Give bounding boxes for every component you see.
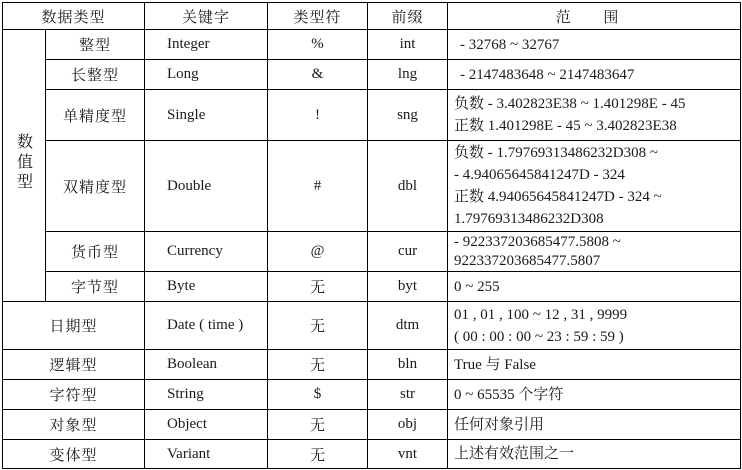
type-symbol: 无: [268, 350, 368, 380]
range-line: 922337203685477.5807: [454, 252, 601, 269]
type-range: [448, 440, 741, 469]
range-line: 0 ~ 65535 个字符: [454, 386, 564, 403]
type-keyword: Object: [145, 410, 268, 440]
range-line: ( 00 : 00 : 00 ~ 23 : 59 : 59 ): [454, 328, 624, 345]
type-name: 整型: [46, 30, 145, 60]
range-line: - 4.94065645841247D - 324: [454, 167, 625, 183]
header-row: [3, 3, 741, 30]
type-range: [448, 380, 741, 410]
type-prefix: obj: [368, 410, 448, 440]
range-line: 上述有效范围之一: [454, 446, 575, 462]
type-name: 双精度型: [46, 141, 145, 232]
type-range: [448, 302, 741, 350]
type-prefix: bln: [368, 350, 448, 380]
table-row: [3, 232, 741, 272]
type-range: [448, 60, 741, 90]
range-line: 负数 - 1.79769313486232D308 ~: [454, 145, 658, 161]
type-symbol: %: [268, 30, 368, 60]
type-symbol: !: [268, 90, 368, 141]
type-prefix: vnt: [368, 440, 448, 469]
type-prefix: byt: [368, 272, 448, 302]
table-row: [3, 272, 741, 302]
type-keyword: Long: [145, 60, 268, 90]
table-row: [3, 302, 741, 350]
table-row: [3, 60, 741, 90]
range-line: 0 ~ 255: [454, 278, 500, 295]
table-row: [3, 90, 741, 141]
type-symbol: @: [268, 232, 368, 272]
type-range: [448, 141, 741, 232]
type-symbol: 无: [268, 410, 368, 440]
type-symbol: 无: [268, 302, 368, 350]
type-keyword: Date ( time ): [145, 302, 268, 350]
type-name: 对象型: [3, 410, 145, 440]
data-types-table: [2, 2, 741, 469]
type-range: [448, 410, 741, 440]
type-range: [448, 30, 741, 60]
table-row: [3, 410, 741, 440]
range-line: 负数 - 3.402823E38 ~ 1.401298E - 45: [454, 96, 686, 112]
header-type: 数据类型: [3, 3, 145, 30]
type-range: [448, 232, 741, 272]
type-keyword: Variant: [145, 440, 268, 469]
type-keyword: Currency: [145, 232, 268, 272]
type-range: [448, 90, 741, 141]
range-line: - 32768 ~ 32767: [460, 36, 560, 53]
type-name: 字符型: [3, 380, 145, 410]
type-name: 逻辑型: [3, 350, 145, 380]
header-range: 范 围: [448, 3, 741, 30]
range-line: 01 , 01 , 100 ~ 12 , 31 , 9999: [454, 306, 628, 323]
range-line: 正数 4.94065645841247D - 324 ~: [454, 189, 662, 205]
range-line: - 922337203685477.5808 ~: [454, 233, 621, 250]
range-line: True 与 False: [454, 356, 536, 373]
header-keyword: 关键字: [145, 3, 268, 30]
type-keyword: Double: [145, 141, 268, 232]
type-name: 变体型: [3, 440, 145, 469]
range-line: 任何对象引用: [454, 416, 545, 433]
type-keyword: String: [145, 380, 268, 410]
type-prefix: dtm: [368, 302, 448, 350]
type-prefix: str: [368, 380, 448, 410]
table-row: [3, 380, 741, 410]
header-prefix: 前缀: [368, 3, 448, 30]
type-name: 长整型: [46, 60, 145, 90]
type-name: 日期型: [3, 302, 145, 350]
type-name: 单精度型: [46, 90, 145, 141]
type-keyword: Boolean: [145, 350, 268, 380]
header-symbol: 类型符: [268, 3, 368, 30]
range-line: 1.79769313486232D308: [454, 211, 604, 227]
type-prefix: dbl: [368, 141, 448, 232]
type-prefix: lng: [368, 60, 448, 90]
type-symbol: #: [268, 141, 368, 232]
range-line: 正数 1.401298E - 45 ~ 3.402823E38: [454, 118, 677, 134]
type-symbol: 无: [268, 272, 368, 302]
type-range: [448, 350, 741, 380]
type-keyword: Single: [145, 90, 268, 141]
table-row: [3, 440, 741, 469]
type-keyword: Byte: [145, 272, 268, 302]
numeric-group-label: 数值型: [14, 133, 34, 193]
type-prefix: int: [368, 30, 448, 60]
type-symbol: 无: [268, 440, 368, 469]
type-prefix: sng: [368, 90, 448, 141]
type-range: [448, 272, 741, 302]
table-row: [3, 350, 741, 380]
table-row: [3, 30, 741, 60]
type-symbol: $: [268, 380, 368, 410]
type-prefix: cur: [368, 232, 448, 272]
type-name: 货币型: [46, 232, 145, 272]
numeric-group-cell: [3, 30, 46, 302]
type-name: 字节型: [46, 272, 145, 302]
table-row: [3, 141, 741, 232]
type-keyword: Integer: [145, 30, 268, 60]
range-line: - 2147483648 ~ 2147483647: [460, 66, 635, 83]
type-symbol: &: [268, 60, 368, 90]
